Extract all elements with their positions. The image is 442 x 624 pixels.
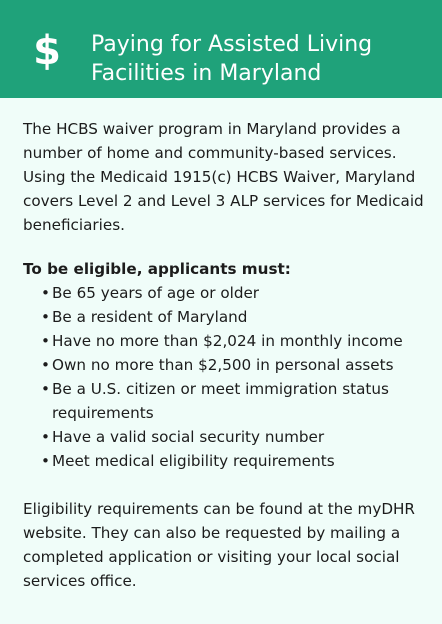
- eligibility-heading: To be eligible, applicants must:: [23, 260, 291, 278]
- list-item-text: Meet medical eligibility requirements: [52, 452, 335, 470]
- list-item-text: Be a U.S. citizen or meet immigration status requirements: [52, 380, 389, 422]
- list-item-text: Have a valid social security number: [52, 428, 325, 446]
- card-title: [91, 30, 431, 88]
- intro-paragraph: The HCBS waiver program in Maryland provides a number of home and community-based services. Using the Medicaid 1915(c) HCBS Waiver, Maryland covers Level 2 and Level 3 ALP services for Medicaid beneficiaries.: [23, 120, 424, 234]
- list-item: [41, 425, 425, 449]
- title-line-2: Facilities in Maryland: [91, 61, 322, 86]
- list-item: [41, 329, 425, 353]
- bullet-icon: •: [41, 332, 50, 350]
- bullet-icon: •: [41, 356, 50, 374]
- dollar-sign-icon: $: [33, 28, 61, 74]
- list-item-text: Have no more than $2,024 in monthly income: [52, 332, 403, 350]
- card-body: [23, 117, 425, 593]
- list-item: [41, 305, 425, 329]
- title-line-1: Paying for Assisted Living: [91, 32, 373, 57]
- list-item-text: Be a resident of Maryland: [52, 308, 248, 326]
- card-header: [0, 0, 442, 98]
- bullet-icon: •: [41, 428, 50, 446]
- list-item: [41, 281, 425, 305]
- list-item: [41, 449, 425, 473]
- bullet-icon: •: [41, 284, 50, 302]
- bullet-icon: •: [41, 380, 50, 398]
- list-item-text: Own no more than $2,500 in personal assets: [52, 356, 394, 374]
- bullet-icon: •: [41, 452, 50, 470]
- list-item-text: Be 65 years of age or older: [52, 284, 260, 302]
- bullet-icon: •: [41, 308, 50, 326]
- closing-paragraph: Eligibility requirements can be found at the myDHR website. They can also be requested by mailing a completed application or visiting your local social services office.: [23, 500, 415, 590]
- list-item: [41, 377, 425, 425]
- eligibility-list: [23, 281, 425, 473]
- list-item: [41, 353, 425, 377]
